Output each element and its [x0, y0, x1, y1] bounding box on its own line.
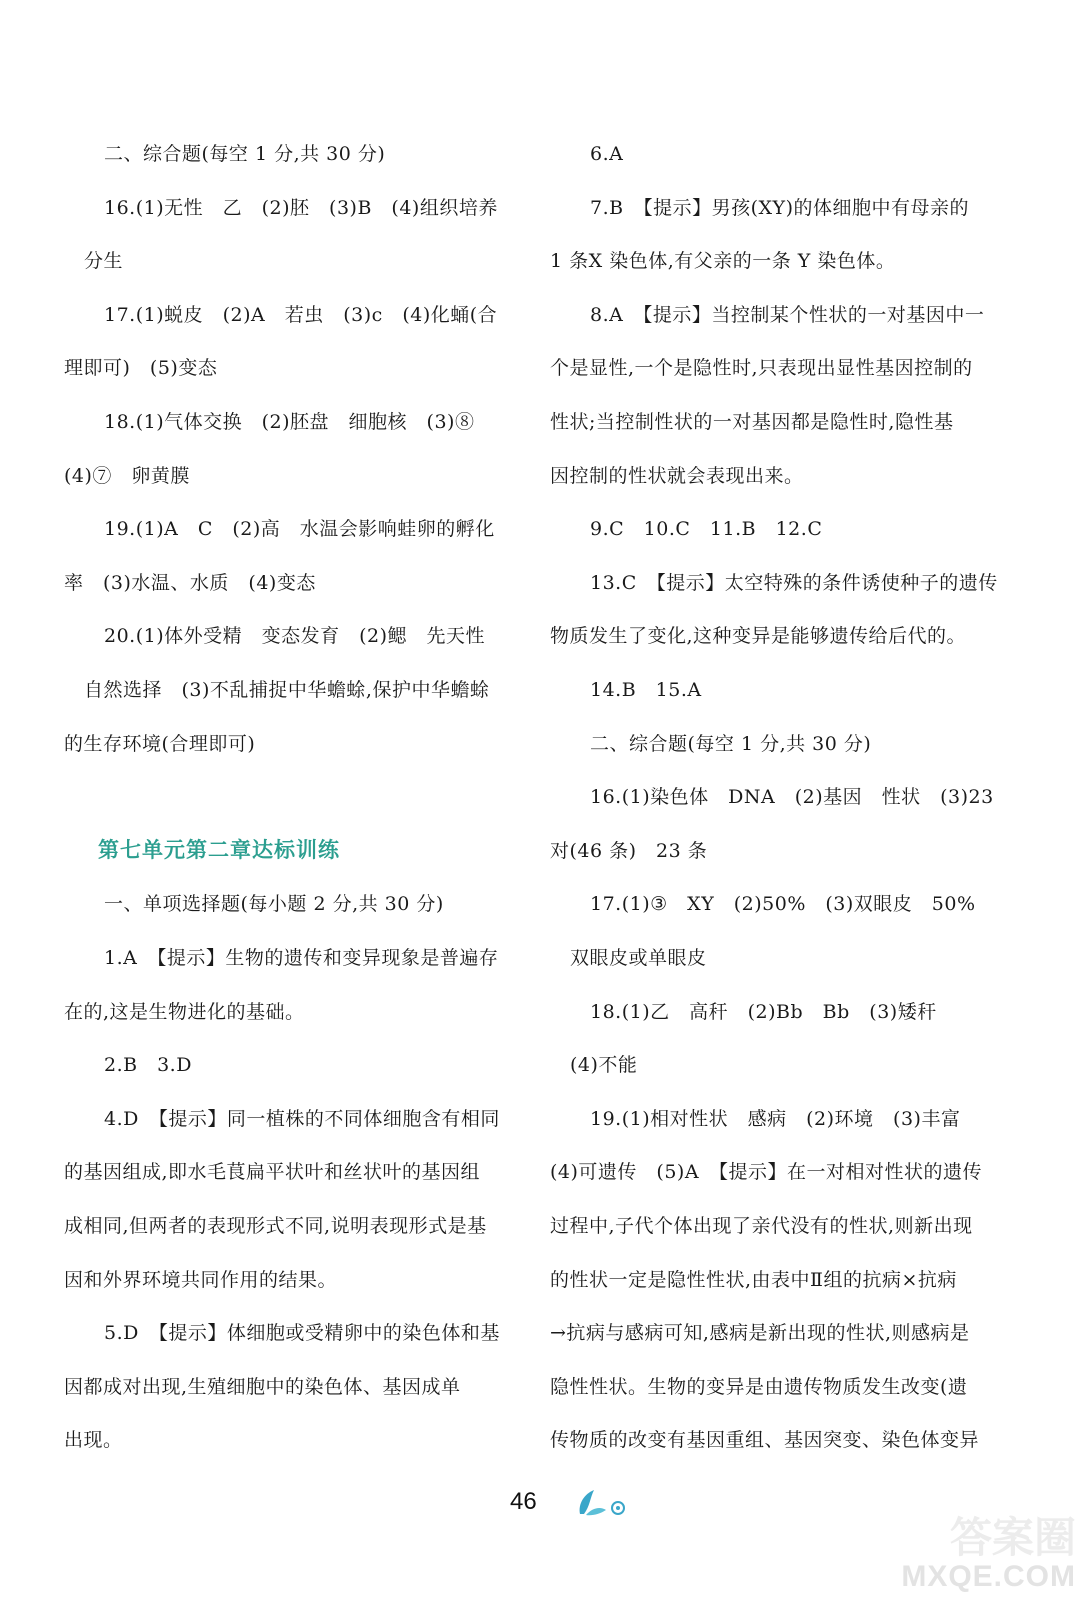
- right-answer-line: 隐性性状。生物的变异是由遗传物质发生改变(遗: [550, 1375, 968, 1398]
- left-answer-line: 分生: [84, 250, 124, 273]
- left-answer-line: 因和外界环境共同作用的结果。: [64, 1268, 338, 1291]
- left-answer-line: 19.(1)A C (2)高 水温会影响蛙卵的孵化: [104, 518, 495, 541]
- right-answer-line: 1 条X 染色体,有父亲的一条 Y 染色体。: [550, 250, 896, 273]
- left-answer-line: 二、综合题(每空 1 分,共 30 分): [104, 143, 386, 165]
- right-answer-line: →抗病与感病可知,感病是新出现的性状,则感病是: [550, 1322, 970, 1345]
- right-answer-line: 17.(1)③ XY (2)50% (3)双眼皮 50%: [590, 893, 976, 916]
- right-answer-line: 16.(1)染色体 DNA (2)基因 性状 (3)23: [590, 786, 994, 809]
- left-answer-line: 16.(1)无性 乙 (2)胚 (3)B (4)组织培养: [104, 196, 498, 219]
- right-answer-line: (4)可遗传 (5)A 【提示】在一对相对性状的遗传: [550, 1161, 983, 1184]
- right-answer-line: 9.C 10.C 11.B 12.C: [590, 518, 823, 541]
- right-answer-line: 13.C 【提示】太空特殊的条件诱使种子的遗传: [590, 571, 998, 594]
- right-answer-line: 14.B 15.A: [590, 679, 702, 701]
- right-answer-line: 的性状一定是隐性性状,由表中Ⅱ组的抗病×抗病: [550, 1268, 957, 1291]
- left-answer-line: 自然选择 (3)不乱捕捉中华蟾蜍,保护中华蟾蜍: [84, 679, 490, 701]
- left-answer-line: 2.B 3.D: [104, 1054, 192, 1077]
- right-answer-line: 个是显性,一个是隐性时,只表现出显性基因控制的: [550, 357, 973, 380]
- right-answer-line: 物质发生了变化,这种变异是能够遗传给后代的。: [550, 625, 967, 648]
- right-answer-line: 因控制的性状就会表现出来。: [550, 464, 804, 487]
- watermark-logo: 答案圈: [949, 1514, 1076, 1561]
- left-answer-line: 出现。: [64, 1429, 123, 1452]
- left-answer-line: 率 (3)水温、水质 (4)变态: [64, 571, 316, 594]
- left-answer-line: 理即可) (5)变态: [64, 357, 218, 380]
- watermark: [901, 1516, 1076, 1594]
- left-answer-line: 20.(1)体外受精 变态发育 (2)鳃 先天性: [104, 625, 486, 648]
- right-answer-line: 7.B 【提示】男孩(XY)的体细胞中有母亲的: [590, 196, 969, 219]
- left-answer-line: 的生存环境(合理即可): [64, 732, 256, 755]
- left-answer-line: 因都成对出现,生殖细胞中的染色体、基因成单: [64, 1375, 461, 1398]
- right-answer-line: 传物质的改变有基因重组、基因突变、染色体变异: [550, 1429, 980, 1452]
- right-answer-line: 8.A 【提示】当控制某个性状的一对基因中一: [590, 303, 985, 326]
- left-answer-line: 17.(1)蜕皮 (2)A 若虫 (3)c (4)化蛹(合: [104, 303, 498, 326]
- right-answer-line: (4)不能: [570, 1054, 638, 1077]
- right-answer-line: 双眼皮或单眼皮: [570, 947, 707, 969]
- right-answer-line: 性状;当控制性状的一对基因都是隐性时,隐性基: [550, 411, 954, 433]
- right-answer-line: 18.(1)乙 高秆 (2)Bb Bb (3)矮秆: [590, 1000, 937, 1023]
- watermark-url: MXQE.COM: [901, 1560, 1076, 1593]
- page-number: 46: [510, 1488, 537, 1515]
- left-answer-line: 一、单项选择题(每小题 2 分,共 30 分): [104, 893, 444, 916]
- left-answer-line: 5.D 【提示】体细胞或受精卵中的染色体和基: [104, 1322, 500, 1345]
- left-answer-line: 在的,这是生物进化的基础。: [64, 1000, 305, 1023]
- right-answer-line: 过程中,子代个体出现了亲代没有的性状,则新出现: [550, 1215, 973, 1237]
- right-answer-line: 19.(1)相对性状 感病 (2)环境 (3)丰富: [590, 1107, 961, 1130]
- left-answer-line: 的基因组成,即水毛茛扁平状叶和丝状叶的基因组: [64, 1161, 481, 1184]
- left-answer-line: (4)⑦ 卵黄膜: [64, 464, 190, 487]
- right-answer-line: 对(46 条) 23 条: [550, 839, 708, 862]
- right-answer-line: 二、综合题(每空 1 分,共 30 分): [590, 732, 872, 755]
- left-answer-line: 成相同,但两者的表现形式不同,说明表现形式是基: [64, 1215, 487, 1237]
- left-answer-line: 4.D 【提示】同一植株的不同体细胞含有相同: [104, 1107, 500, 1130]
- section-heading: 第七单元第二章达标训练: [98, 837, 340, 862]
- leaf-swirl-icon: [576, 1488, 630, 1518]
- left-answer-line: 1.A 【提示】生物的遗传和变异现象是普遍存: [104, 947, 499, 969]
- left-answer-line: 18.(1)气体交换 (2)胚盘 细胞核 (3)⑧: [104, 411, 475, 433]
- right-answer-line: 6.A: [590, 143, 624, 165]
